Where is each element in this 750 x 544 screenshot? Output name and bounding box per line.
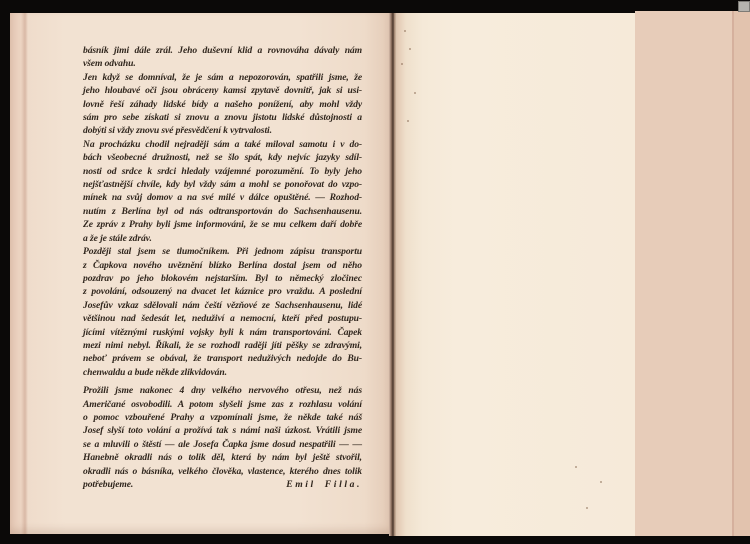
dust-speckle [409,48,411,50]
dust-speckle [407,120,409,122]
text-line: mezi nimi nebyl. Říkali, že se rozhodl raději jíti pěšky se zdravými, [83,339,362,351]
text-line: jeho hloubavé oči jsou obráceny kamsi zpytavě dovnitř, jak si usi- [83,85,362,97]
text-line: neboť právem se obával, že transport neduživých nedojde do Bu- [83,353,362,365]
text-line: bách všeobecné družnosti, než se šlo spát, kdy nejvíc jazyky sdíl- [83,152,362,164]
author-signature: Emil Filla. [286,479,362,490]
paragraph [83,44,362,71]
page-block-edge [635,11,750,536]
text-line: nosti od srdce k srdci hledaly vzájemné porozumění. To byly jeho [83,165,362,177]
text-line: z Čapkova nového uvěznění blízko Berlína dostal jsem od něho [83,259,362,271]
book-page-left [10,13,391,534]
dust-speckle [401,63,403,65]
text-line: Josefův vzkaz sdělovali nám čeští vězňové ze Sachsenhausenu, lidé [83,299,362,311]
text-line: Josef slyší toto volání a prožívá tak s námi naši úzkost. Vrátili jsme [83,425,362,437]
text-line: pozdrav po jeho blokovém nejstarším. Byl to německý zločinec [83,272,362,284]
text-line-paragraph-end: všem odvahu. [83,58,136,70]
text-line: mínek na svůj domov a na své milé v dálce opuštěné. — Rozhod- [83,192,362,204]
dust-speckle [414,92,416,94]
book-page-right-blank [397,13,635,536]
paragraph [83,384,362,478]
text-line: z povolání, odsouzený na dvacet let káznice pro vraždu. A poslední [83,286,362,298]
paragraph [83,71,362,138]
text-line: Hanebně okradli nás o tolik děl, která by nám byl ještě stvořil, [83,452,362,464]
text-block [83,44,362,491]
text-line: Ze zpráv z Prahy byli jsme informováni, že se mu celkem daří dobře [83,219,362,231]
closing-line [83,478,362,491]
dust-speckle [575,466,577,468]
text-line: lovně řeší záhady lidské bídy a našeho ponížení, aby mohl vždy [83,98,362,110]
closing-word: potřebujeme. [83,479,134,490]
text-line: Na procházku chodil nejraději sám a také miloval samotu i v do- [83,138,362,150]
page-edge-outer [734,11,750,536]
text-line: okradli nás o básníka, velkého člověka, vlastence, kterého dnes tolik [83,465,362,477]
dust-speckle [404,30,406,32]
paragraph [83,245,362,379]
dust-speckle [600,481,602,483]
text-line: nutím z Berlína byl od nás odtransportován do Sachsenhausenu. [83,205,362,217]
paragraph [83,138,362,245]
text-line: jícími vítěznými ruskými vojsky byli k nám transportováni. Čapek [83,326,362,338]
text-line-paragraph-end: a že je stále zdráv. [83,232,152,244]
text-line: nejšťastnější chvíle, kdy byl vždy sám a mohl se ponořovat do vzpo- [83,179,362,191]
text-line: o pomoc vzbouřené Prahy a vzpomínali jsme, že někde také náš [83,411,362,423]
text-line: se a mluvili o štěstí — ale Josefa Čapka jsme dosud nespatřili — — [83,438,362,450]
text-line: Později stal jsem se tlumočníkem. Při jednom zápisu transportu [83,246,362,258]
text-line: Prožili jsme nakonec 4 dny velkého nervového otřesu, než nás [83,385,362,397]
text-line: Američané osvobodili. A potom slyšeli jsme zas z rozhlasu volání [83,398,362,410]
text-line: většinou nad šedesát let, neduživí a nemocní, kteří před postupu- [83,313,362,325]
scan-corner-artifact [738,1,750,12]
dust-speckle [586,507,588,509]
text-line-paragraph-end: chenwaldu a bude někde zlikvidován. [83,366,227,378]
text-line: Jen když se domníval, že je sám a nepozorován, spatřili jsme, že [83,71,362,83]
book-gutter-shadow [389,13,397,536]
text-line: básník jimi dále zrál. Jeho duševní klid a rovnováha dávaly nám [83,45,362,56]
text-line-paragraph-end: dobýti si vždy znovu své přesvědčení k vytrvalosti. [83,125,272,137]
text-line: sám pro sebe získati si znovu a znovu jistotu lidské důstojnosti a [83,112,362,124]
